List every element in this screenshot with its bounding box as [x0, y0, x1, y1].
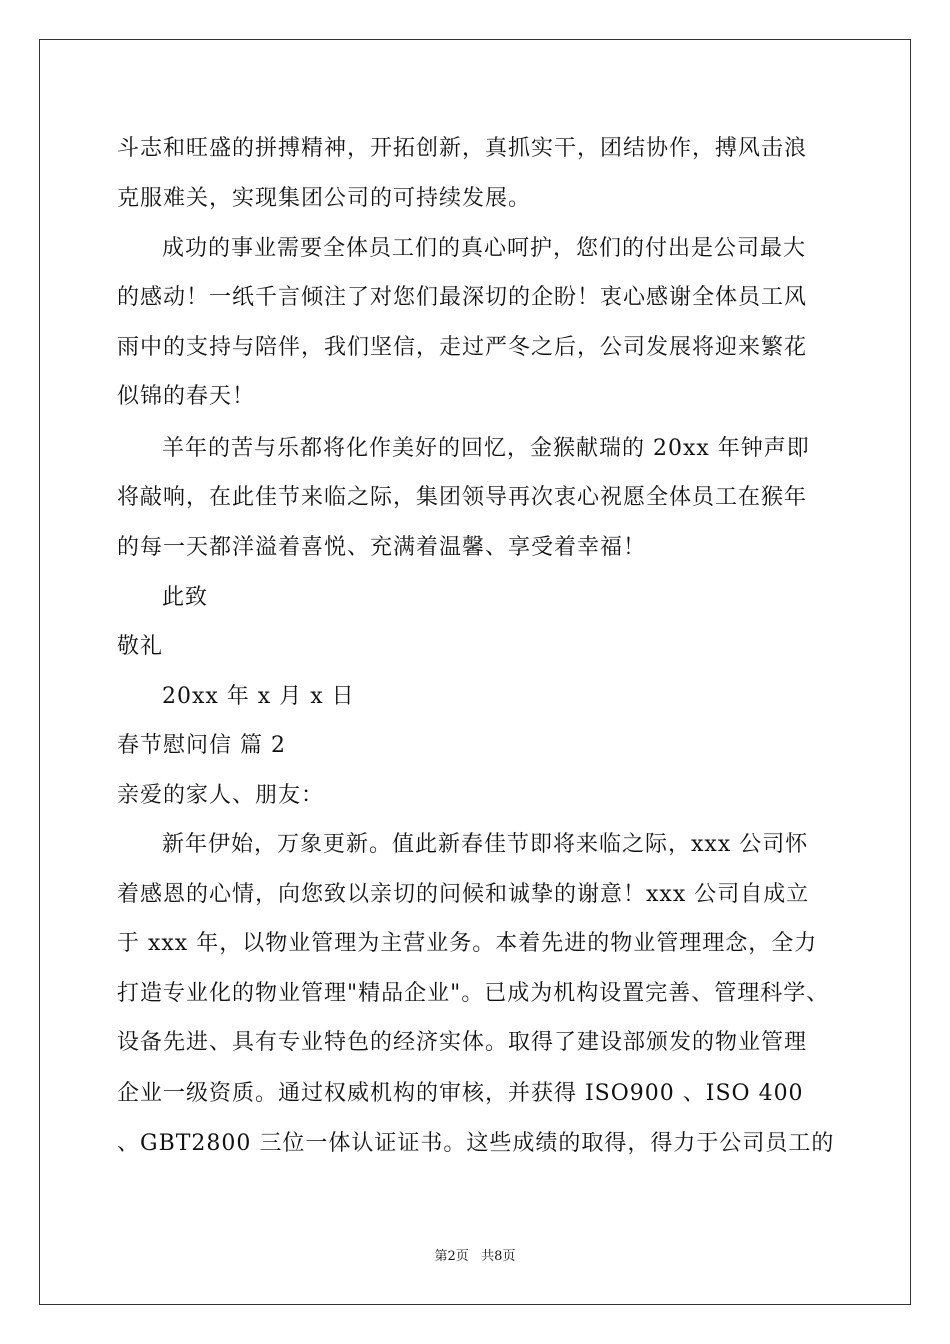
text-line: 于 xxx 年，以物业管理为主营业务。本着先进的物业管理理念，全力	[117, 931, 818, 956]
text-line: 设备先进、具有专业特色的经济实体。取得了建设部颁发的物业管理	[117, 1030, 808, 1055]
text-line: 的每一天都洋溢着喜悦、充满着温馨、享受着幸福！	[117, 535, 647, 560]
text-line: 、GBT2800 三位一体认证证书。这些成绩的取得，得力于公司员工的	[117, 1131, 835, 1156]
text-line: 将敲响，在此佳节来临之际，集团领导再次衷心祝愿全体员工在猴年	[117, 485, 808, 510]
paragraph-start-line: 成功的事业需要全体员工们的真心呵护，您们的付出是公司最大	[162, 236, 807, 261]
text-line: 企业一级资质。通过权威机构的审核，并获得 ISO900 、ISO 400	[117, 1081, 804, 1106]
text-line: 雨中的支持与陪伴，我们坚信，走过严冬之后，公司发展将迎来繁花	[117, 335, 808, 360]
closing-regards: 敬礼	[117, 634, 164, 659]
text-line: 似锦的春天！	[117, 384, 256, 409]
paragraph-start-line: 新年伊始，万象更新。值此新春佳节即将来临之际，xxx 公司怀	[162, 832, 809, 857]
letter-date: 20xx 年 x 月 x 日	[162, 684, 355, 709]
text-line: 斗志和旺盛的拼搏精神，开拓创新，真抓实干，团结协作，搏风击浪	[117, 136, 808, 161]
section-heading: 春节慰问信 篇 2	[117, 733, 286, 758]
text-line: 克服难关，实现集团公司的可持续发展。	[117, 186, 532, 211]
page-border	[39, 39, 911, 1305]
letter-greeting: 亲爱的家人、朋友：	[117, 783, 325, 808]
page-number-footer: 第2页 共8页	[434, 1249, 516, 1264]
closing-salutation: 此致	[162, 585, 209, 610]
text-line: 打造专业化的物业管理"精品企业"。已成为机构设置完善、管理科学、	[117, 981, 830, 1006]
text-line: 着感恩的心情，向您致以亲切的问候和诚挚的谢意！xxx 公司自成立	[117, 882, 810, 907]
paragraph-start-line: 羊年的苦与乐都将化作美好的回忆，金猴献瑞的 20xx 年钟声即	[162, 436, 810, 461]
text-line: 的感动！一纸千言倾注了对您们最深切的企盼！衷心感谢全体员工风	[117, 285, 808, 310]
